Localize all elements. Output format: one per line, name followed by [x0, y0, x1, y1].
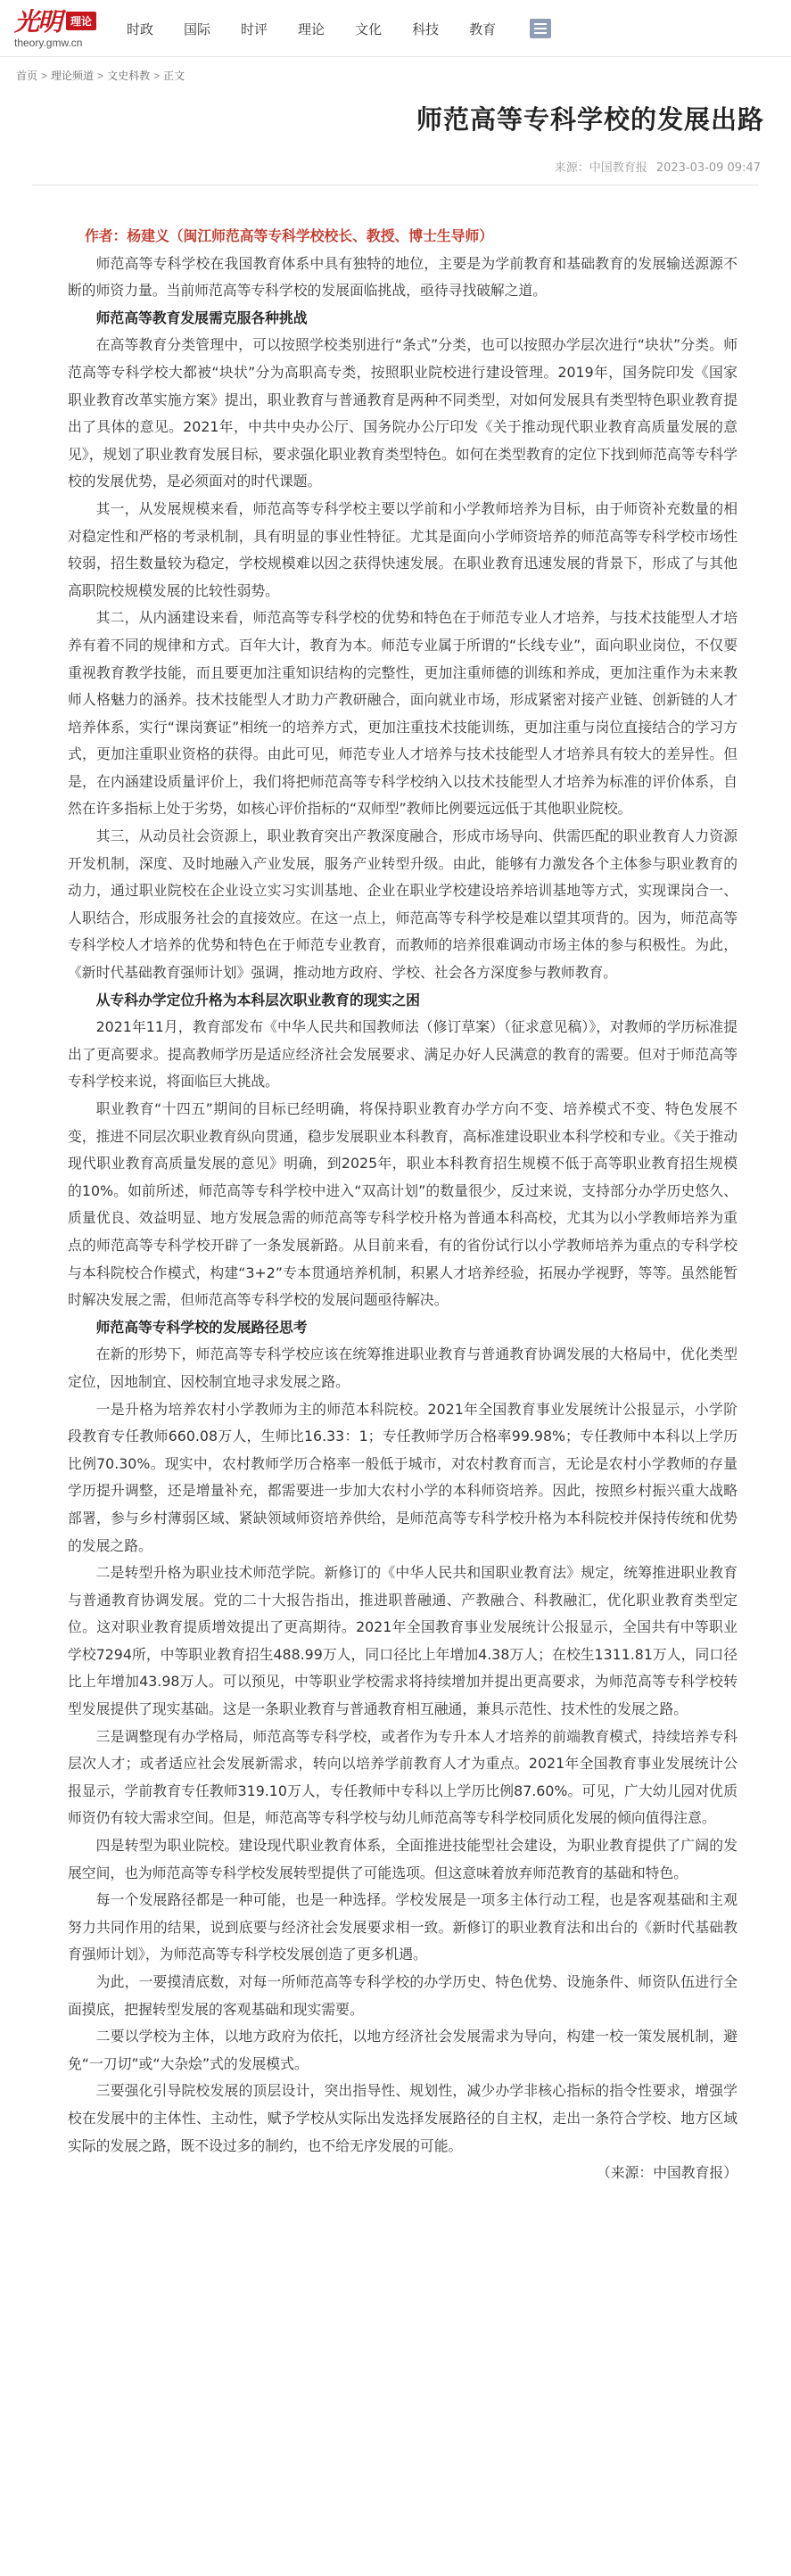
article-paragraph: 二要以学校为主体，以地方政府为依托，以地方经济社会发展需求为导向，构建一校一策发展机制，避免“一刀切”或“大杂烩”式的发展模式。: [68, 2028, 737, 2072]
article-paragraph: 一是升格为培养农村小学教师为主的师范本科院校。2021年全国教育事业发展统计公报显示，小学阶段教育专任教师660.08万人，生师比16.33：1；专任教师学历合格率99.98%；专任教师中本科以上学历比例70.30%。现实中，农村教师学历合格率一般低于城市，对农村教育而言，无论是农村小学教师的存量学历提升调整，还是增量补充，都需要进一步加大农村小学的本科师资培养。因此，按照乡村振兴重大战略部署，参与乡村薄弱区域、紧缺领域师资培养供给，是师范高等专科学校升格为本科院校并保持传统和优势的发展之路。: [68, 1400, 737, 1554]
section-heading: 从专科办学定位升格为本科层次职业教育的现实之困: [95, 991, 420, 1008]
breadcrumb-category[interactable]: 文史科教: [107, 70, 151, 82]
logo-wordmark: 光明: [14, 7, 62, 37]
article-body: [68, 223, 737, 2187]
article-paragraph: 在新的形势下，师范高等专科学校应该在统筹推进职业教育与普通教育协调发展的大格局中，优化类型定位，因地制宜、因校制宜地寻求发展之路。: [68, 1346, 737, 1390]
logo-channel-tag: 理论: [66, 12, 96, 30]
nav-item-politics[interactable]: 时政: [127, 21, 154, 37]
section-heading: 师范高等专科学校的发展路径思考: [95, 1318, 308, 1336]
top-navigation-bar: [0, 0, 791, 57]
breadcrumb-theory-channel[interactable]: 理论频道: [51, 70, 95, 82]
nav-item-international[interactable]: 国际: [184, 21, 211, 37]
article-paragraph: 每一个发展路径都是一种可能，也是一种选择。学校发展是一项多主体行动工程，也是客观基础和主观努力共同作用的结果，说到底要与经济社会发展要求相一致。新修订的职业教育法和出台的《新时代基础教育强师计划》，为师范高等专科学校发展创造了更多机遇。: [68, 1891, 737, 1963]
article-paragraph: 2021年11月，教育部发布《中华人民共和国教师法（修订草案）（征求意见稿）》，对教师的学历标准提出了更高要求。提高教师学历是适应经济社会发展要求、满足办好人民满意的教育的需要。但对于师范高等专科学校来说，将面临巨大挑战。: [68, 1018, 737, 1090]
article-paragraph: 在高等教育分类管理中，可以按照学校类别进行“条式”分类，也可以按照办学层次进行“块状”分类。师范高等专科学校大都被“块状”分为高职高专类，按照职业院校进行建设管理。2019年，国务院印发《国家职业教育改革实施方案》提出，职业教育与普通教育是两种不同类型，对如何发展具有类型特色职业教育提出了具体的意见。2021年，中共中央办公厅、国务院办公厅印发《关于推动现代职业教育高质量发展的意见》，规划了职业教育发展目标，要求强化职业教育类型特色。如何在类型教育的定位下找到师范高等专科学校的发展优势，是必须面对的时代课题。: [68, 336, 737, 490]
article-paragraph: 其一，从发展规模来看，师范高等专科学校主要以学前和小学教师培养为目标，由于师资补充数量的相对稳定性和严格的考录机制，具有明显的事业性特征。尤其是面向小学师资培养的师范高等专科学校市场性较弱，招生数量较为稳定，学校规模难以因之获得快速发展。在职业教育迅速发展的背景下，形成了与其他高职院校规模发展的比较性弱势。: [68, 499, 737, 599]
article-footer-source: （来源：中国教育报）: [597, 2164, 737, 2182]
nav-item-commentary[interactable]: 时评: [241, 21, 268, 37]
article-paragraph: 其三，从动员社会资源上，职业教育突出产教深度融合，形成市场导向、供需匹配的职业教育人力资源开发机制，深度、及时地融入产业发展，服务产业转型升级。由此，能够有力激发各个主体参与职业教育的动力，通过职业院校在企业设立实习实训基地、企业在职业学校建设培养培训基地等方式，实现课岗合一、人职结合，形成服务社会的直接效应。在这一点上，师范高等专科学校是难以望其项背的。因为，师范高等专科学校人才培养的优势和特色在于师范专业教育，而教师的培养很难调动市场主体的参与积极性。为此，《新时代基础教育强师计划》强调，推动地方政府、学校、社会各方深度参与教师教育。: [68, 827, 737, 982]
menu-icon[interactable]: [530, 19, 551, 38]
logo-url: theory.gmw.cn: [14, 37, 83, 49]
article-paragraph: 二是转型升格为职业技术师范学院。新修订的《中华人民共和国职业教育法》规定，统筹推进职业教育与普通教育协调发展。党的二十大报告指出，推进职普融通、产教融合、科教融汇，优化职业教育类型定位。这对职业教育提质增效提出了更高期待。2021年全国教育事业发展统计公报显示，全国共有中等职业学校7294所，中等职业教育招生488.99万人，同口径比上年增加4.38万人；在校生1311.81万人，同口径比上年增加43.98万人。可以预见，中等职业学校需求将持续增加并提出更高要求，为师范高等专科学校转型发展提供了现实基础。这是一条职业教育与普通教育相互融通，兼具示范性、技术性的发展之路。: [68, 1564, 737, 1718]
nav-item-education[interactable]: 教育: [469, 21, 497, 37]
article-paragraph: 四是转型为职业院校。建设现代职业教育体系，全面推进技能型社会建设，为职业教育提供了广阔的发展空间，也为师范高等专科学校发展转型提供了可能选项。但这意味着放弃师范教育的基础和特色。: [68, 1837, 737, 1881]
breadcrumb: [16, 68, 185, 83]
article-source: 来源：中国教育报: [554, 161, 647, 175]
page-title: 师范高等专科学校的发展出路: [416, 104, 764, 135]
breadcrumb-current: 正文: [163, 70, 185, 82]
article-paragraph: 职业教育“十四五”期间的目标已经明确，将保持职业教育办学方向不变、培养模式不变、特色发展不变，推进不同层次职业教育纵向贯通，稳步发展职业本科教育，高标准建设职业本科学校和专业。《关于推动现代职业教育高质量发展的意见》明确，到2025年，职业本科教育招生规模不低于高等职业教育招生规模的10%。如前所述，师范高等专科学校中进入“双高计划”的数量很少，反过来说，支持部分办学历史悠久、质量优良、效益明显、地方发展急需的师范高等专科学校升格为普通本科高校，尤其为以小学教师培养为重点的师范高等专科学校开辟了一条发展新路。从目前来看，有的省份试行以小学教师培养为重点的专科学校与本科院校合作模式，构建“3+2”专本贯通培养机制，积累人才培养经验，拓展办学视野，等等。虽然能暂时解决发展之需，但师范高等专科学校的发展问题亟待解决。: [68, 1100, 737, 1309]
nav-item-theory[interactable]: 理论: [298, 21, 325, 37]
site-logo[interactable]: [14, 6, 112, 51]
article-paragraph: 三要强化引导院校发展的顶层设计，突出指导性、规划性，减少办学非核心指标的指令性要求，增强学校在发展中的主体性、主动性，赋予学校从实际出发选择发展路径的自主权，走出一条符合学校、地方区域实际的发展之路，既不设过多的制约，也不给无序发展的可能。: [68, 2082, 737, 2154]
section-heading: 师范高等教育发展需克服各种挑战: [95, 309, 308, 326]
article-author: 作者：杨建义（闽江师范高等专科学校校长、教授、博士生导师）: [84, 227, 494, 244]
chevron-right-icon: >: [41, 70, 48, 82]
nav-item-technology[interactable]: 科技: [412, 21, 440, 37]
article-paragraph: 师范高等专科学校在我国教育体系中具有独特的地位，主要是为学前教育和基础教育的发展输送源源不断的师资力量。当前师范高等专科学校的发展面临挑战，亟待寻找破解之道。: [68, 254, 737, 300]
article-paragraph: 为此，一要摸清底数，对每一所师范高等专科学校的办学历史、特色优势、设施条件、师资队伍进行全面摸底，把握转型发展的客观基础和现实需要。: [68, 1973, 737, 2018]
chevron-right-icon: >: [97, 70, 104, 82]
nav-item-culture[interactable]: 文化: [355, 21, 383, 37]
article-date: 2023-03-09 09:47: [655, 161, 761, 175]
article-paragraph: 三是调整现有办学格局，师范高等专科学校，或者作为专升本人才培养的前端教育模式，持续培养专科层次人才；或者适应社会发展新需求，转向以培养学前教育人才为重点。2021年全国教育事业发展统计公报显示，学前教育专任教师319.10万人，专任教师中专科以上学历比例87.60%。可见，广大幼儿园对优质师资仍有较大需求空间。但是，师范高等专科学校与幼儿师范高等专科学校同质化发展的倾向值得注意。: [68, 1727, 737, 1827]
chevron-right-icon: >: [153, 70, 161, 82]
article-meta: [549, 158, 761, 175]
article-paragraph: 其二，从内涵建设来看，师范高等专科学校的优势和特色在于师范专业人才培养，与技术技能型人才培养有着不同的规律和方式。百年大计，教育为本。师范专业属于所谓的“长线专业”，面向职业岗位，不仅要重视教育教学技能，而且要更加注重知识结构的完整性，更加注重师德的训练和养成，更加注重作为未来教师人格魅力的涵养。技术技能型人才助力产教研融合，面向就业市场，形成紧密对接产业链、创新链的人才培养体系，实行“课岗赛证”相统一的培养方式，更加注重技术技能训练，更加注重与岗位直接结合的学习方式，更加注重职业资格的获得。由此可见，师范专业人才培养与技术技能型人才培养具有较大的差异性。但是，在内涵建设质量评价上，我们将把师范高等专科学校纳入以技术技能型人才培养为标准的评价体系，自然在许多指标上处于劣势，如核心评价指标的“双师型”教师比例要远远低于其他职业院校。: [68, 609, 737, 818]
breadcrumb-home[interactable]: 首页: [16, 70, 38, 82]
main-nav: [127, 0, 551, 57]
